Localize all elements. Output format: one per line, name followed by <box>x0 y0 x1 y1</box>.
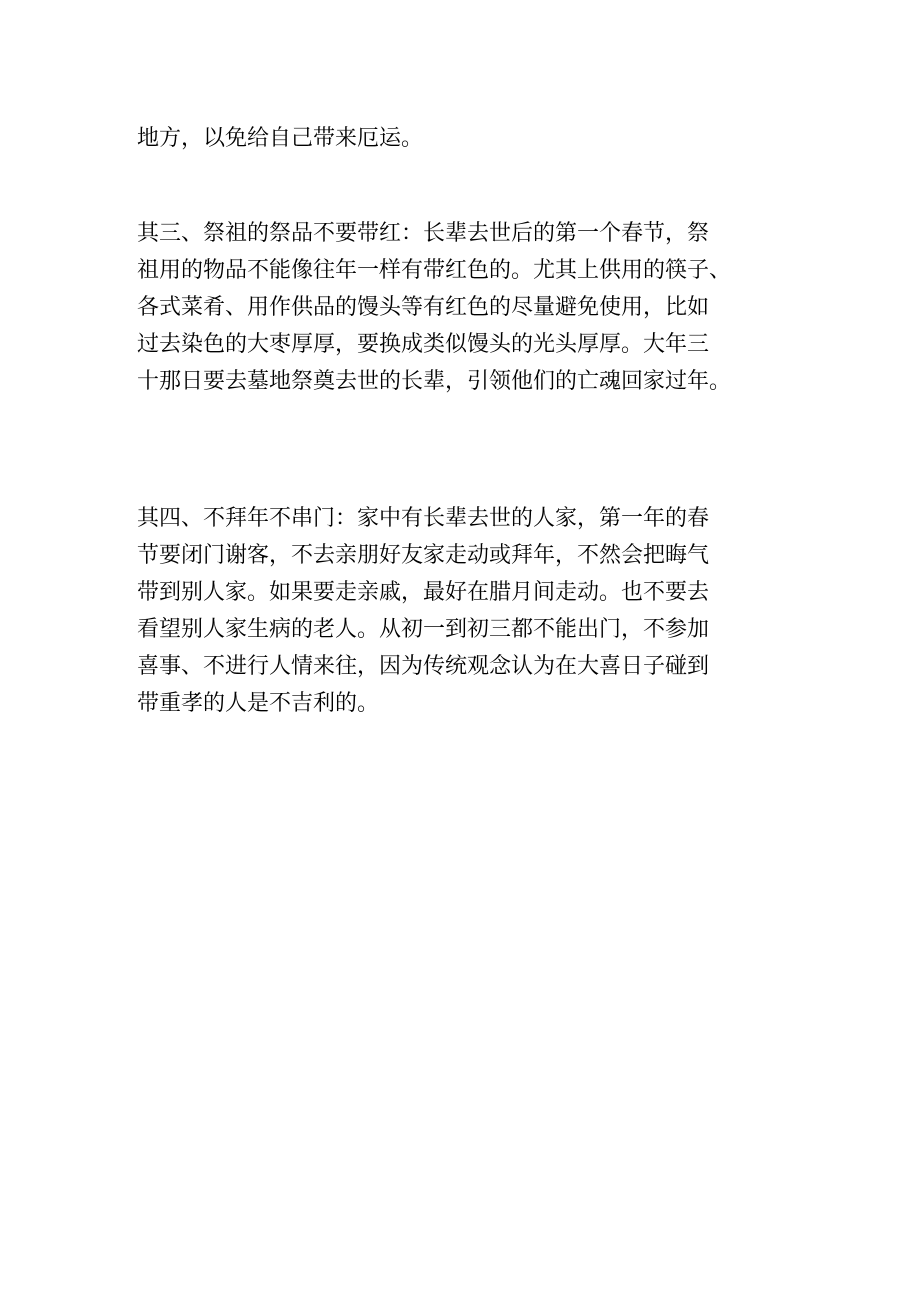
paragraph-line: 喜事、不进行人情来往，因为传统观念认为在大喜日子碰到 <box>137 654 710 679</box>
paragraph-line: 带重孝的人是不吉利的。 <box>137 691 380 716</box>
paragraph-line: 地方，以免给自己带来厄运。 <box>137 126 424 151</box>
paragraph-line: 祖用的物品不能像往年一样有带红色的。尤其上供用的筷子、 <box>137 258 732 283</box>
paragraph-line: 带到别人家。如果要走亲戚，最好在腊月间走动。也不要去 <box>137 580 710 605</box>
paragraph-line: 过去染色的大枣厚厚，要换成类似馒头的光头厚厚。大年三 <box>137 332 710 357</box>
paragraph-line: 看望别人家生病的老人。从初一到初三都不能出门，不参加 <box>137 617 710 642</box>
paragraph-line: 其三、祭祖的祭品不要带红：长辈去世后的第一个春节，祭 <box>137 221 710 246</box>
paragraph-line: 其四、不拜年不串门：家中有长辈去世的人家，第一年的春 <box>137 506 710 531</box>
paragraph-item-three <box>137 215 797 400</box>
paragraph-line: 十那日要去墓地祭奠去世的长辈，引领他们的亡魂回家过年。 <box>137 369 732 394</box>
paragraph-item-four <box>137 500 797 722</box>
paragraph-continuation <box>137 120 797 157</box>
paragraph-line: 各式菜肴、用作供品的馒头等有红色的尽量避免使用，比如 <box>137 295 710 320</box>
paragraph-line: 节要闭门谢客，不去亲朋好友家走动或拜年，不然会把晦气 <box>137 543 710 568</box>
